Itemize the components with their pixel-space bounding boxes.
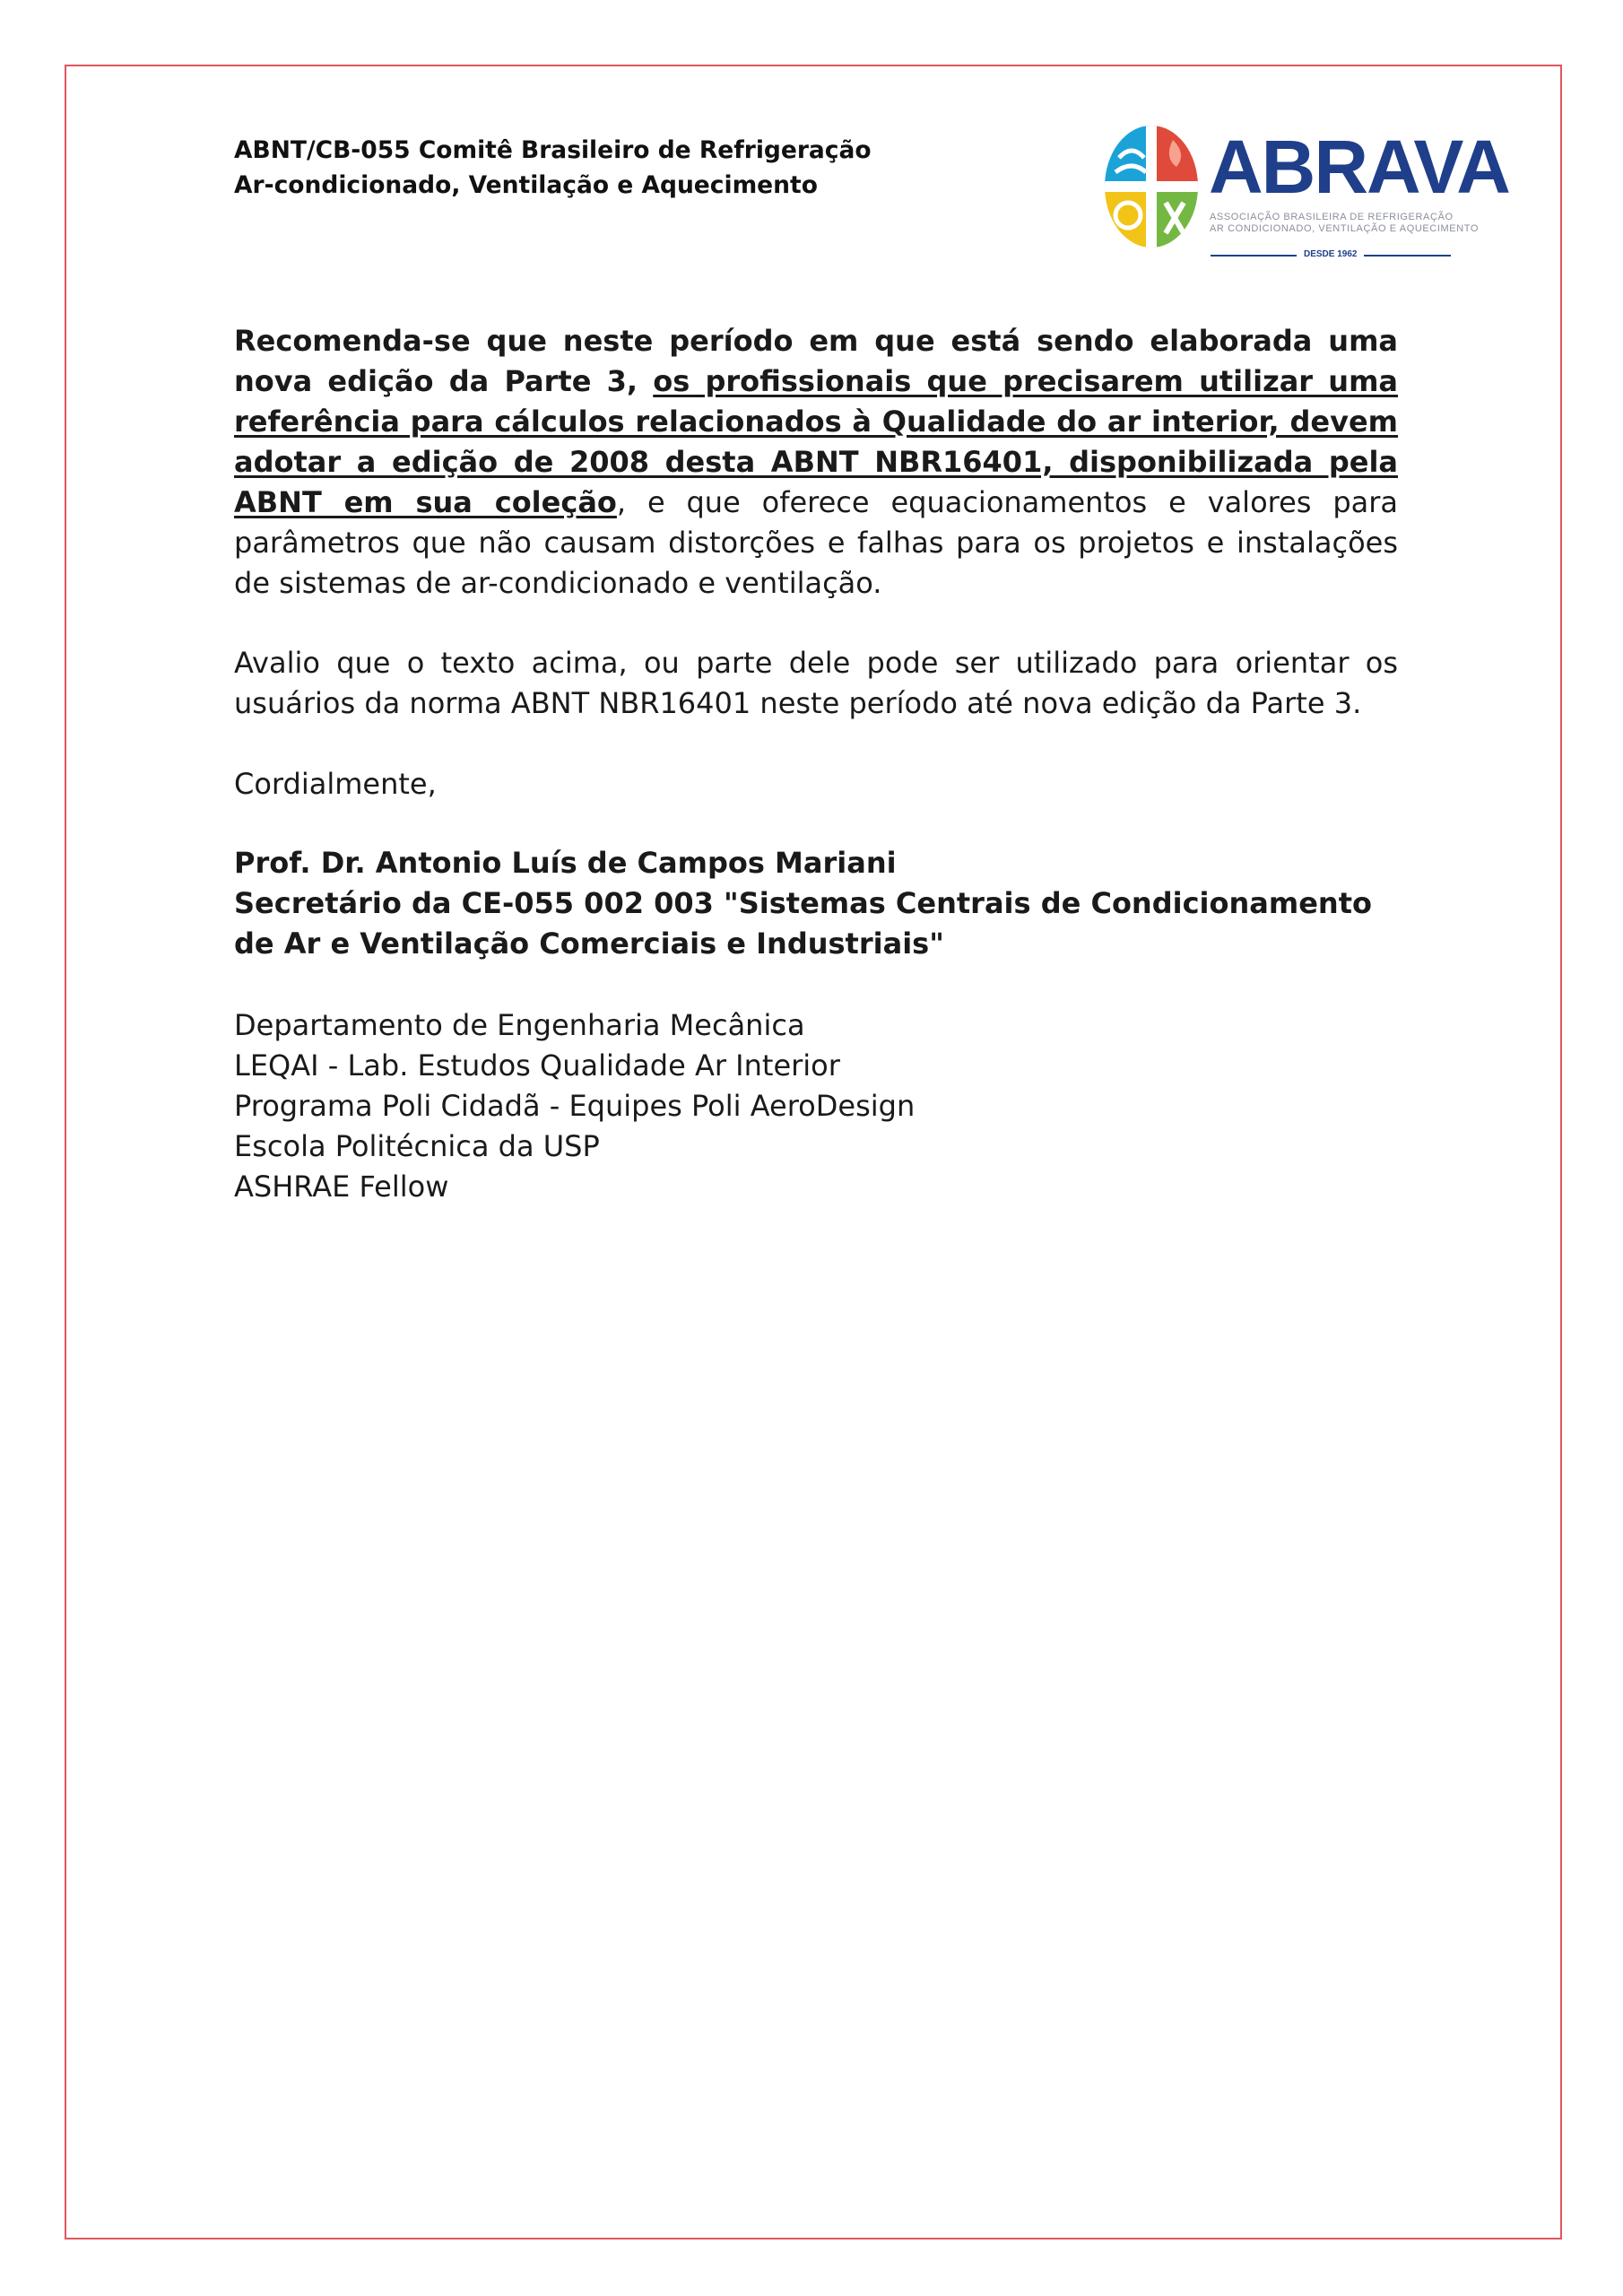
logo-subtitle-line1: ASSOCIAÇÃO BRASILEIRA DE REFRIGERAÇÃO [1210,212,1454,222]
abrava-logo [1101,117,1509,269]
affiliation-item: ASHRAE Fellow [234,1170,449,1204]
logo-subtitle [1210,212,1479,235]
affiliation-item: Departamento de Engenharia Mecânica [234,1008,805,1042]
recommendation-rest: , e que oferece equacionamentos e valores para parâmetros que não causam distorções e falhas para os projetos e instalações de sistemas de ar-condicionado e ventilação. [234,485,1399,600]
header-line-committee: ABNT/CB-055 Comitê Brasileiro de Refrigeração [234,136,872,164]
abrava-emblem-icon [1101,122,1202,257]
logo-wordmark: ABRAVA [1209,125,1509,209]
logo-subtitle-line2: AR CONDICIONADO, VENTILAÇÃO E AQUECIMENTO [1210,223,1480,234]
recommendation-paragraph [234,321,1398,604]
evaluation-paragraph: Avalio que o texto acima, ou parte dele pode ser utilizado para orientar os usuários da norma ABNT NBR16401 neste período até nova edição da Parte 3. [234,646,1398,720]
signature-block [234,843,1398,964]
affiliation-item: Programa Poli Cidadã - Equipes Poli AeroDesign [234,1089,916,1123]
affiliation-item: LEQAI - Lab. Estudos Qualidade Ar Interior [234,1048,840,1083]
recommendation-intro: Recomenda-se que neste período em que está sendo elaborada uma nova edição da Parte 3, [234,324,1398,398]
header-line-scope: Ar-condicionado, Ventilação e Aquecimento [234,171,818,199]
affiliation-item: Escola Politécnica da USP [234,1129,600,1163]
affiliations-list [234,1005,1398,1207]
recommendation-emphasis: os profissionais que precisarem utilizar uma referência para cálculos relacionados à Qualidade do ar interior, devem adotar a edição de 2008 desta ABNT NBR16401, disponibilizada pela ABNT em sua coleção [234,364,1399,519]
signatory-role: Secretário da CE-055 002 003 "Sistemas Centrais de Condicionamento de Ar e Ventilação Comerciais e Industriais" [234,886,1372,961]
document-header [234,133,872,203]
signatory-name: Prof. Dr. Antonio Luís de Campos Mariani [234,846,897,880]
logo-since-badge: DESDE 1962 [1297,247,1364,263]
closing-greeting: Cordialmente, [234,767,437,801]
